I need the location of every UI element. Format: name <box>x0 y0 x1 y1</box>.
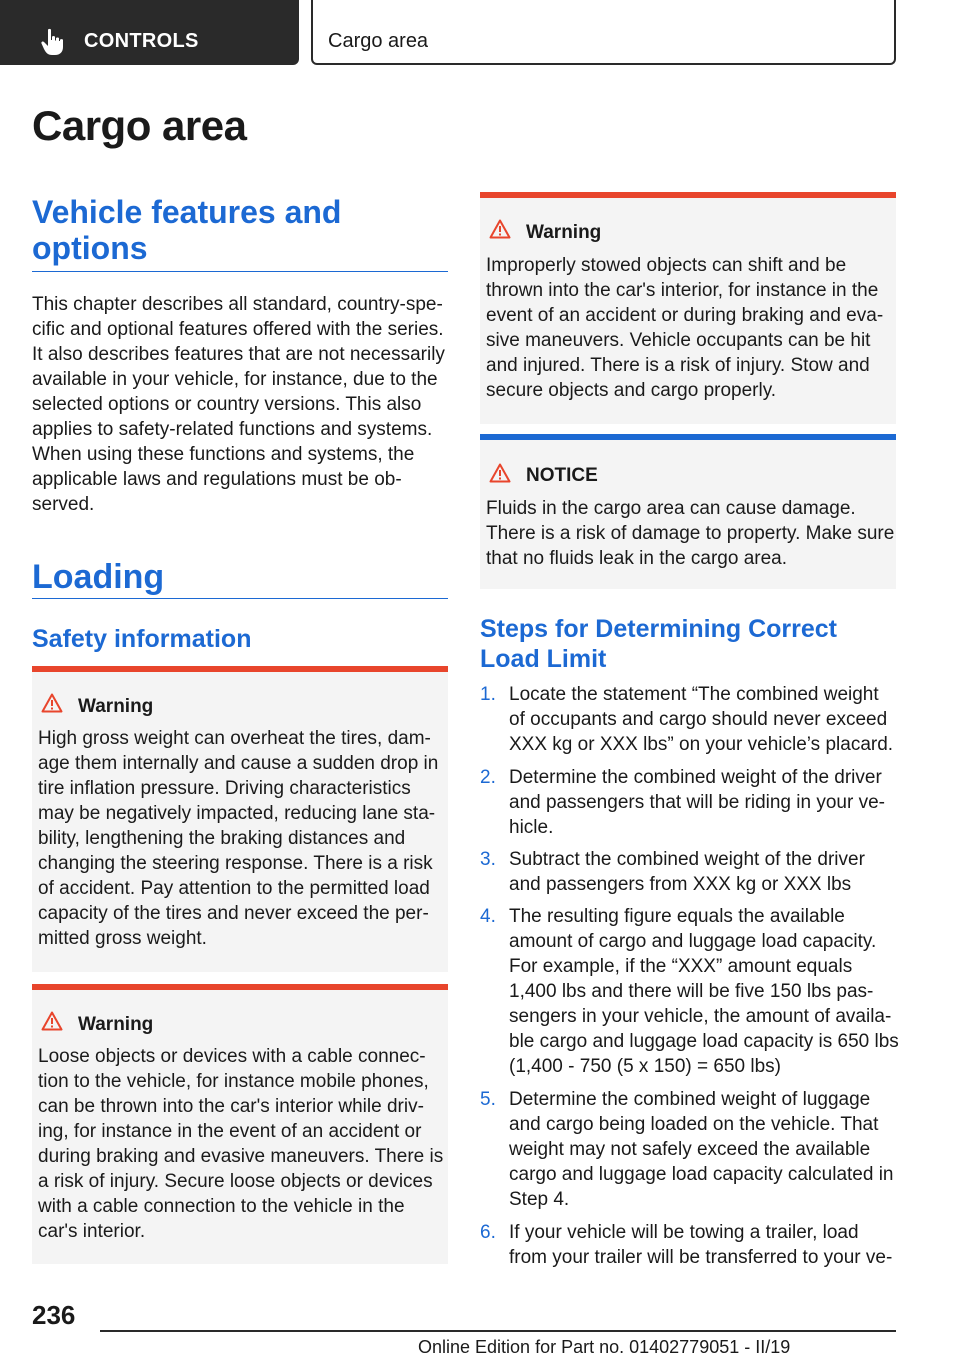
chapter-label: Cargo area <box>328 30 429 52</box>
features-heading: Vehicle features and options <box>32 194 342 266</box>
chapter-header <box>311 0 896 65</box>
section-label: CONTROLS <box>84 30 199 52</box>
step-text: If your vehicle will be towing a trailer, load from your trailer will be transferred to your ve- <box>509 1222 893 1268</box>
notice-triangle-icon <box>489 463 511 483</box>
step-number: 3. <box>480 849 496 870</box>
safety-heading: Safety information <box>32 625 252 653</box>
notice-bar <box>480 434 896 440</box>
warning-text: Loose objects or devices with a cable connec-tion to the vehicle, for instance mobile phones, can be thrown into the car's interior while driv-ing, for instance in the event of an accident or during braking and evasive maneuvers. There is a risk of injury. Secure loose objects or devices with a cable connection to the vehicle in the car's interior. <box>38 1046 444 1242</box>
warning-callout <box>32 984 448 1264</box>
steps-heading: Steps for Determining Correct Load Limit <box>480 615 838 673</box>
heading-divider <box>32 271 448 272</box>
step-number: 2. <box>480 767 496 788</box>
notice-title: NOTICE <box>526 465 598 486</box>
step-text: Determine the combined weight of the driver and passengers that will be riding in your ve-hicle. <box>509 767 885 838</box>
page-number: 236 <box>32 1300 76 1330</box>
step-number: 1. <box>480 684 496 705</box>
warning-title: Warning <box>78 696 154 717</box>
warning-text: High gross weight can overheat the tires, dam-age them internally and cause a sudden drop in tire inflation pressure. Driving characteristics may be negatively impacted, reducing lane sta-bility, lengthening the braking distances and changing the steering response. There is a risk of accident. Pay attention to the permitted load capacity of the tires and never exceed the per-mitted gross weight. <box>38 728 439 949</box>
loading-heading: Loading <box>32 558 165 596</box>
warning-text: Improperly stowed objects can shift and be thrown into the car's interior, for instance in the event of an accident or during braking and eva-sive maneuvers. Vehicle occupants can be hit and injured. There is a risk of injury. Stow and secure objects and cargo properly. <box>486 255 884 401</box>
notice-callout <box>480 434 896 589</box>
warning-callout <box>480 192 896 424</box>
warning-title: Warning <box>526 222 602 243</box>
section-tab[interactable] <box>0 0 299 65</box>
step-number: 6. <box>480 1222 496 1243</box>
page-title: Cargo area <box>32 102 247 149</box>
warning-callout <box>32 666 448 972</box>
warning-title: Warning <box>78 1014 154 1035</box>
warning-triangle-icon <box>489 219 511 239</box>
step-text: Determine the combined weight of luggage and cargo being loaded on the vehicle. That weight may not safely exceed the available cargo and luggage load capacity calculated in Step 4. <box>509 1089 894 1210</box>
notice-text: Fluids in the cargo area can cause damage. There is a risk of damage to property. Make sure that no fluids leak in the cargo area. <box>486 498 895 569</box>
features-text: This chapter describes all standard, country-spe-cific and optional features offered with the series. It also describes features that are not necessarily available in your vehicle, for instance, due to the selected options or country versions. This also applies to safety-related functions and systems. When using these functions and systems, the applicable laws and regulations must be ob-served. <box>32 294 445 515</box>
warning-bar <box>32 666 448 672</box>
step-number: 5. <box>480 1089 496 1110</box>
footer-divider <box>100 1330 896 1332</box>
heading-divider <box>32 598 448 599</box>
warning-triangle-icon <box>41 1011 63 1031</box>
step-text: Subtract the combined weight of the driver and passengers from XXX kg or XXX lbs <box>509 849 865 895</box>
footer-edition: Online Edition for Part no. 01402779051 - II/19 <box>418 1337 791 1357</box>
step-text: Locate the statement “The combined weight of occupants and cargo should never exceed XXX kg or XXX lbs” on your vehicle’s placard. <box>509 684 894 755</box>
warning-triangle-icon <box>41 693 63 713</box>
warning-bar <box>32 984 448 990</box>
warning-bar <box>480 192 896 198</box>
hand-pointer-icon <box>40 28 66 56</box>
step-number: 4. <box>480 906 496 927</box>
step-text: The resulting figure equals the available amount of cargo and luggage load capacity. For example, if the “XXX” amount equals 1,400 lbs and there will be five 150 lbs pas-sengers in your vehicle, the amount of availa-ble cargo and luggage load capacity is 650 lbs (1,400 - 750 (5 x 150) = 650 lbs) <box>509 906 899 1077</box>
